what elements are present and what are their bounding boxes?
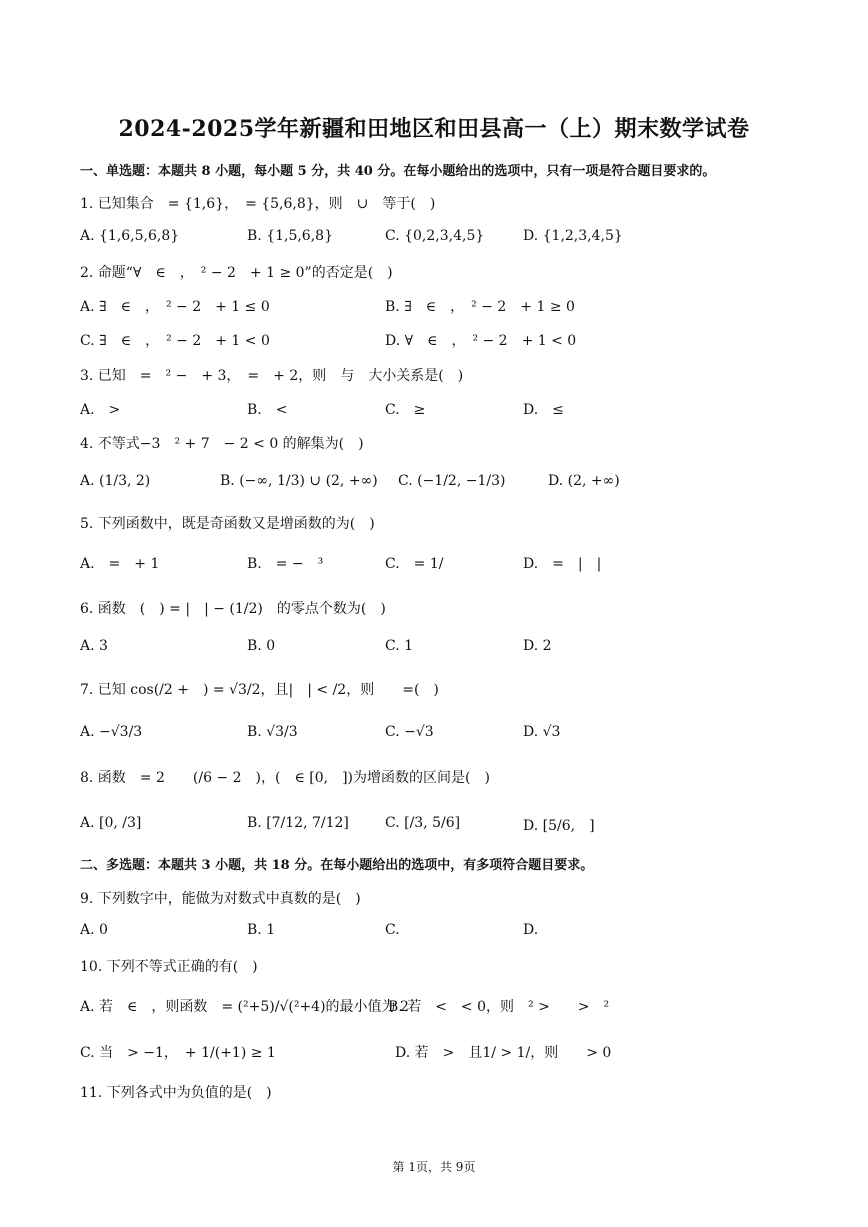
q2-option-c: C. ∃ ∈ ， ² − 2 + 1 < 0 xyxy=(80,333,270,349)
q1-option-a: A. {1,6,5,6,8} xyxy=(80,228,180,244)
q7-option-b: B. √3/3 xyxy=(247,724,298,740)
q2-option-d: D. ∀ ∈ ， ² − 2 + 1 < 0 xyxy=(385,333,577,349)
question-8: 8. 函数 = 2 (/6 − 2 )，( ∈ [0, ])为增函数的区间是( ) xyxy=(80,770,490,786)
q3-option-d: D. ≤ xyxy=(523,402,564,418)
question-2: 2. 命题“∀ ∈ ， ² − 2 + 1 ≥ 0”的否定是( ) xyxy=(80,265,393,281)
q10-option-c: C. 当 > −1， + 1/(+1) ≥ 1 xyxy=(80,1045,276,1061)
question-1: 1. 已知集合 = {1,6}， = {5,6,8}，则 ∪ 等于( ) xyxy=(80,196,436,212)
q7-option-d: D. √3 xyxy=(523,724,561,740)
q5-option-c: C. = 1/ xyxy=(385,556,444,572)
q2-option-b: B. ∃ ∈ ， ² − 2 + 1 ≥ 0 xyxy=(385,299,575,315)
question-9: 9. 下列数字中，能做为对数式中真数的是( ) xyxy=(80,891,361,907)
q8-option-d: D. [5/6, ] xyxy=(523,818,595,834)
q6-option-c: C. 1 xyxy=(385,638,414,654)
question-6: 6. 函数 ( ) = | | − (1/2) 的零点个数为( ) xyxy=(80,601,386,617)
section-single-choice-header: 一、单选题：本题共 8 小题，每小题 5 分，共 40 分。在每小题给出的选项中，只有一项是符合题目要求的。 xyxy=(80,164,716,179)
question-10: 10. 下列不等式正确的有( ) xyxy=(80,959,258,975)
q7-option-a: A. −√3/3 xyxy=(80,724,143,740)
q5-option-b: B. = − ³ xyxy=(247,556,324,572)
q5-option-d: D. = | | xyxy=(523,556,602,572)
q3-option-b: B. < xyxy=(247,402,288,418)
q10-option-b: B. 若 < < 0，则 ² > > ² xyxy=(388,999,610,1015)
q9-option-d: D. xyxy=(523,922,539,938)
q4-option-a: A. (1/3, 2) xyxy=(80,473,151,489)
q6-option-d: D. 2 xyxy=(523,638,552,654)
q3-option-a: A. > xyxy=(80,402,121,418)
q8-option-b: B. [7/12, 7/12] xyxy=(247,815,349,831)
question-3: 3. 已知 = ² − + 3， = + 2，则 与 大小关系是( ) xyxy=(80,368,464,384)
q7-option-c: C. −√3 xyxy=(385,724,434,740)
page-footer: 第 1页，共 9页 xyxy=(392,1160,476,1174)
q10-option-a: A. 若 ∈ ，则函数 = (²+5)/√(²+4)的最小值为 2 xyxy=(80,999,409,1015)
q3-option-c: C. ≥ xyxy=(385,402,426,418)
q9-option-c: C. xyxy=(385,922,400,938)
exam-title: 2024-2025学年新疆和田地区和田县高一（上）期末数学试卷 xyxy=(118,116,750,142)
q2-option-a: A. ∃ ∈ ， ² − 2 + 1 ≤ 0 xyxy=(80,299,270,315)
q1-option-b: B. {1,5,6,8} xyxy=(247,228,333,244)
q8-option-a: A. [0, /3] xyxy=(80,815,142,831)
q5-option-a: A. = + 1 xyxy=(80,556,160,572)
question-4: 4. 不等式−3 ² + 7 − 2 < 0 的解集为( ) xyxy=(80,436,364,452)
question-5: 5. 下列函数中，既是奇函数又是增函数的为( ) xyxy=(80,516,375,532)
q9-option-a: A. 0 xyxy=(80,922,108,938)
q4-option-b: B. (−∞, 1/3) ∪ (2, +∞) xyxy=(220,473,378,489)
q6-option-a: A. 3 xyxy=(80,638,108,654)
question-7: 7. 已知 cos(/2 + ) = √3/2，且| | < /2，则 =( ) xyxy=(80,682,439,698)
q9-option-b: B. 1 xyxy=(247,922,276,938)
q8-option-c: C. [/3, 5/6] xyxy=(385,815,461,831)
question-11: 11. 下列各式中为负值的是( ) xyxy=(80,1085,272,1101)
q1-option-c: C. {0,2,3,4,5} xyxy=(385,228,485,244)
section-multi-choice-header: 二、多选题：本题共 3 小题，共 18 分。在每小题给出的选项中，有多项符合题目要求。 xyxy=(80,858,594,873)
q10-option-d: D. 若 > 且1/ > 1/，则 > 0 xyxy=(395,1045,612,1061)
q6-option-b: B. 0 xyxy=(247,638,276,654)
q4-option-d: D. (2, +∞) xyxy=(548,473,620,489)
q1-option-d: D. {1,2,3,4,5} xyxy=(523,228,623,244)
q4-option-c: C. (−1/2, −1/3) xyxy=(398,473,506,489)
